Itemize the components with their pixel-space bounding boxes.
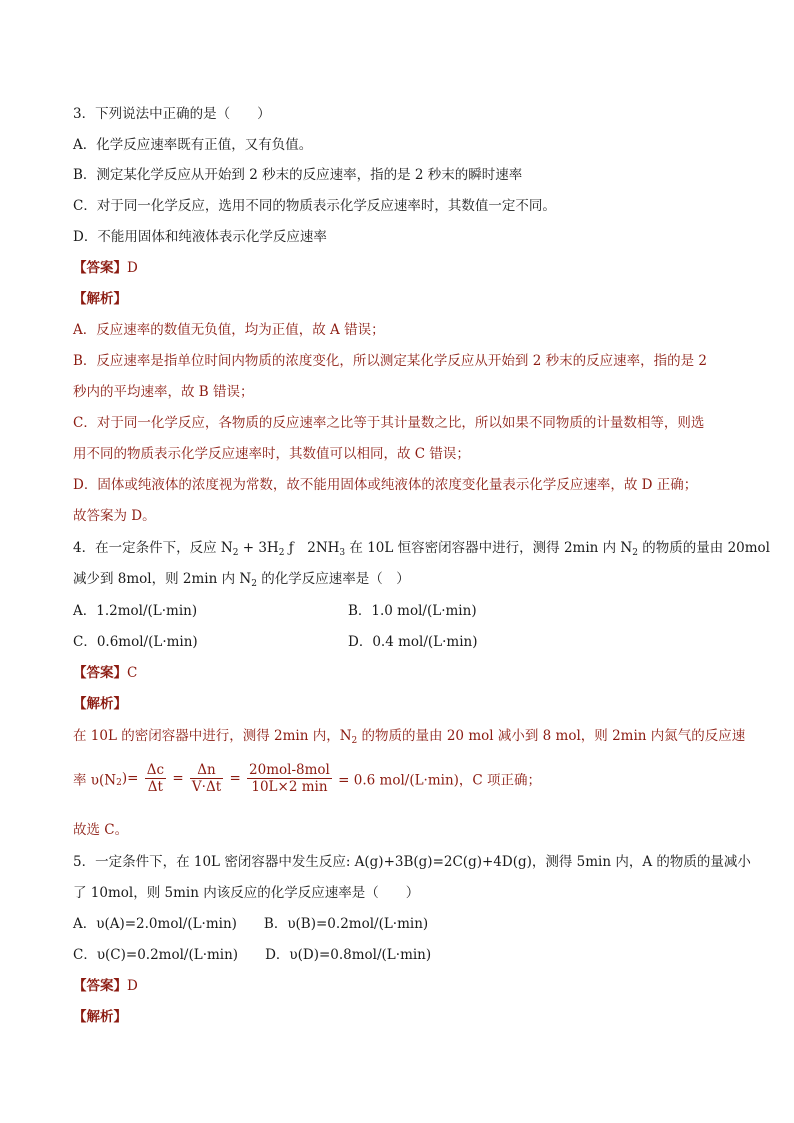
q5-answer (73, 976, 138, 996)
q3-answer (73, 258, 138, 278)
q3-exp-line: 故答案为 D。 (73, 508, 156, 524)
answer-value: C (127, 665, 138, 681)
q4-option-d: D．0.4 mol/(L·min) (348, 634, 478, 650)
q4-exp-line3: 故选 C。 (73, 822, 129, 838)
fraction: $\frac{\text{20mol-8mol}}{10L\times 2 \min}$ (249, 762, 330, 795)
q3-option-a: A．化学反应速率既有正值，又有负值。 (73, 137, 313, 153)
q3-exp-line: D．固体或纯液体的浓度视为常数，故不能用固体或纯液体的浓度变化量表示化学反应速率，故 D 正确； (73, 477, 698, 493)
q5-options-cd: C．υ(C)=0.2mol/(L·min) D．υ(D)=0.8mol/(L·min) (73, 947, 432, 963)
q4-stem-line1: 4．在一定条件下，反应 $N_2 + 3H_2$ ƒ $2NH_3$ 在 10L 恒容密闭容器中进行，测得 2min 内 $N_2$ 的物质的量由 20mol (73, 540, 770, 558)
q4-option-c: C．0.6mol/(L·min) (73, 634, 198, 650)
q4-option-b: B．1.0 mol/(L·min) (348, 603, 477, 619)
q4-analysis-label: 【解析】 (73, 696, 127, 712)
answer-value: D (127, 978, 138, 994)
q3-option-c: C．对于同一化学反应，选用不同的物质表示化学反应速率时，其数值一定不同。 (73, 198, 556, 214)
q5-stem-line1: 5．一定条件下，在 10L 密闭容器中发生反应: A(g)+3B(g)=2C(g)+4D(g)，测得 5min 内，A 的物质的量减小 (73, 854, 751, 870)
q3-option-d: D．不能用固体和纯液体表示化学反应速率 (73, 229, 327, 245)
q3-analysis-label: 【解析】 (73, 291, 127, 307)
q3-option-b: B．测定某化学反应从开始到 2 秒末的反应速率，指的是 2 秒末的瞬时速率 (73, 167, 523, 183)
q3-exp-line: B．反应速率是指单位时间内物质的浓度变化，所以测定某化学反应从开始到 2 秒末的反应速率，指的是 2 (73, 353, 707, 369)
q3-exp-line: C．对于同一化学反应，各物质的反应速率之比等于其计量数之比，所以如果不同物质的计量数相等，则选 (73, 415, 705, 431)
q3-exp-line: 用不同的物质表示化学反应速率时，其数值可以相同，故 C 错误； (73, 446, 470, 462)
q4-exp-line1: 在 10L 的密闭容器中进行，测得 2min 内，$N_2$ 的物质的量由 20 mol 减小到 8 mol，则 2min 内氮气的反应速 (73, 728, 746, 746)
answer-value: D (127, 260, 138, 276)
q3-exp-line: 秒内的平均速率，故 B 错误； (73, 384, 254, 400)
answer-label: 【答案】 (73, 665, 127, 681)
q4-answer (73, 663, 137, 683)
q5-options-ab: A．υ(A)=2.0mol/(L·min) B．υ(B)=0.2mol/(L·min) (73, 916, 429, 932)
q3-exp-line: A．反应速率的数值无负值，均为正值，故 A 错误； (73, 322, 385, 338)
q5-analysis-label: 【解析】 (73, 1009, 127, 1025)
answer-label: 【答案】 (73, 978, 127, 994)
answer-label: 【答案】 (73, 260, 127, 276)
fraction: $\frac{\Delta c}{\Delta t}$ (146, 762, 165, 795)
q5-stem-line2: 了 10mol，则 5min 内该反应的化学反应速率是（ ） (73, 885, 420, 901)
q4-option-a: A．1.2mol/(L·min) (73, 603, 198, 619)
fraction: $\frac{\Delta n}{V\cdot\Delta t}$ (191, 762, 222, 795)
q4-options-ab (73, 601, 197, 621)
q3-stem: 3．下列说法中正确的是（ ） (73, 106, 271, 122)
q4-stem-line2: 减少到 8mol，则 2min 内 $N_2$ 的化学反应速率是（ ） (73, 571, 410, 589)
q4-rate-formula: 率 $\upsilon(N_2)=$ $\frac{\Delta c}{\Delta t}$ = $\frac{\Delta n}{V\cdot\Delta t}$ = $\frac{\text{20mol-8mol}}{10L\times 2 \min}$ = 0.6 mol/(L·min)，C 项正确； (73, 762, 542, 795)
